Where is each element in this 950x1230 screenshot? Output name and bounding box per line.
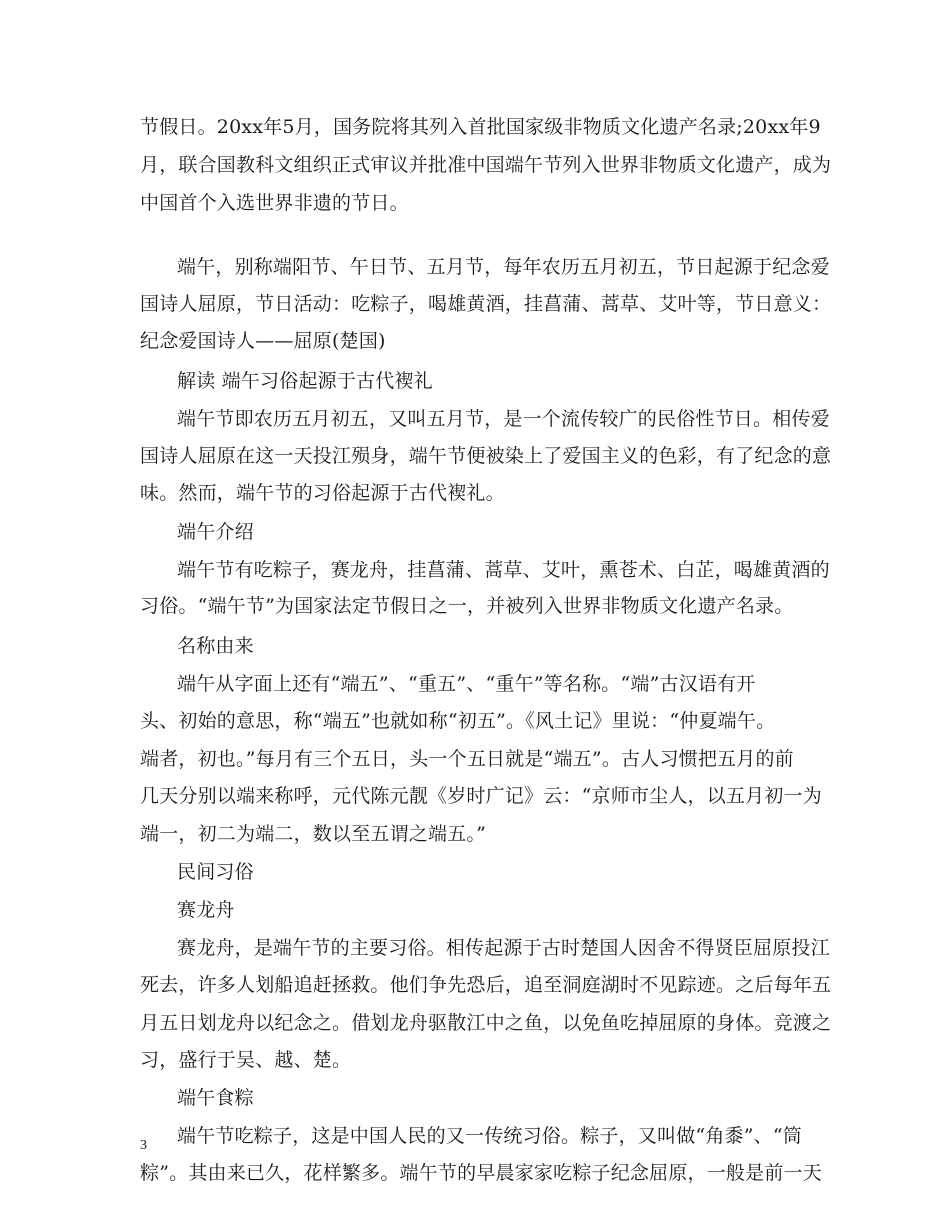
text-line: 端午，别称端阳节、午日节、五月节，每年农历五月初五，节日起源于纪念爱 [177,256,830,278]
text-line: 味。然而，端午节的习俗起源于古代褉礼。 [140,482,505,504]
text-line: 端午从字面上还有“端五”、“重五”、“重午”等名称。“端”古汉语有开 [177,673,756,695]
text-line: 赛龙舟，是端午节的主要习俗。相传起源于古时楚国人因舍不得贤臣屈原投江 [177,937,830,959]
text-line: 习俗。“端午节”为国家法定节假日之一，并被列入世界非物质文化遗产名录。 [140,595,794,617]
text-line: 端午节有吃粽子，赛龙舟，挂菖蒲、蒿草、艾叶，熏苍术、白芷，喝雄黄酒的 [177,559,830,581]
section-heading: 名称由来 [177,635,254,657]
text-line: 习，盛行于吴、越、楚。 [140,1049,352,1071]
page-number: 3 [140,1138,147,1153]
text-line: 中国首个入选世界非遗的节日。 [140,192,409,214]
section-heading: 赛龙舟 [177,899,235,921]
text-line: 国诗人屈原，节日活动：吃粽子，喝雄黄酒，挂菖蒲、蒿草、艾叶等，节日意义： [140,293,832,315]
text-line: 死去，许多人划船追赶拯救。他们争先恐后，追至洞庭湖时不见踪迹。之后每年五 [140,974,832,996]
text-line: 头、初始的意思，称“端五”也就如称“初五”。《风土记》里说：“仲夏端午。 [140,710,776,732]
text-line: 端者，初也。”每月有三个五日，头一个五日就是“端五”。古人习惯把五月的前 [140,748,794,770]
text-line: 端午节即农历五月初五，又叫五月节，是一个流传较广的民俗性节日。相传爱 [177,408,830,430]
section-heading: 端午食粽 [177,1087,254,1109]
text-line: 端一，初二为端二，数以至五谓之端五。” [140,823,487,845]
text-line: 几天分别以端来称呼，元代陈元靓《岁时广记》云：“京师市尘人，以五月初一为 [140,785,822,807]
text-line: 国诗人屈原在这一天投江殒身，端午节便被染上了爱国主义的色彩，有了纪念的意 [140,445,832,467]
section-heading: 解读 端午习俗起源于古代褉礼 [177,370,433,392]
section-heading: 民间习俗 [177,861,254,883]
text-line: 端午节吃粽子，这是中国人民的又一传统习俗。粽子，又叫做“角黍”、“筒 [177,1125,802,1147]
text-line: 纪念爱国诗人——屈原(楚国) [140,330,386,352]
text-line: 粽”。其由来已久，花样繁多。端午节的早晨家家吃粽子纪念屈原，一般是前一天 [140,1162,822,1184]
text-line: 月，联合国教科文组织正式审议并批准中国端午节列入世界非物质文化遗产，成为 [140,154,832,176]
text-line: 月五日划龙舟以纪念之。借划龙舟驱散江中之鱼，以免鱼吃掉屈原的身体。竞渡之 [140,1012,832,1034]
section-heading: 端午介绍 [177,521,254,543]
text-line: 节假日。20xx年5月，国务院将其列入首批国家级非物质文化遗产名录;20xx年9 [140,116,821,138]
